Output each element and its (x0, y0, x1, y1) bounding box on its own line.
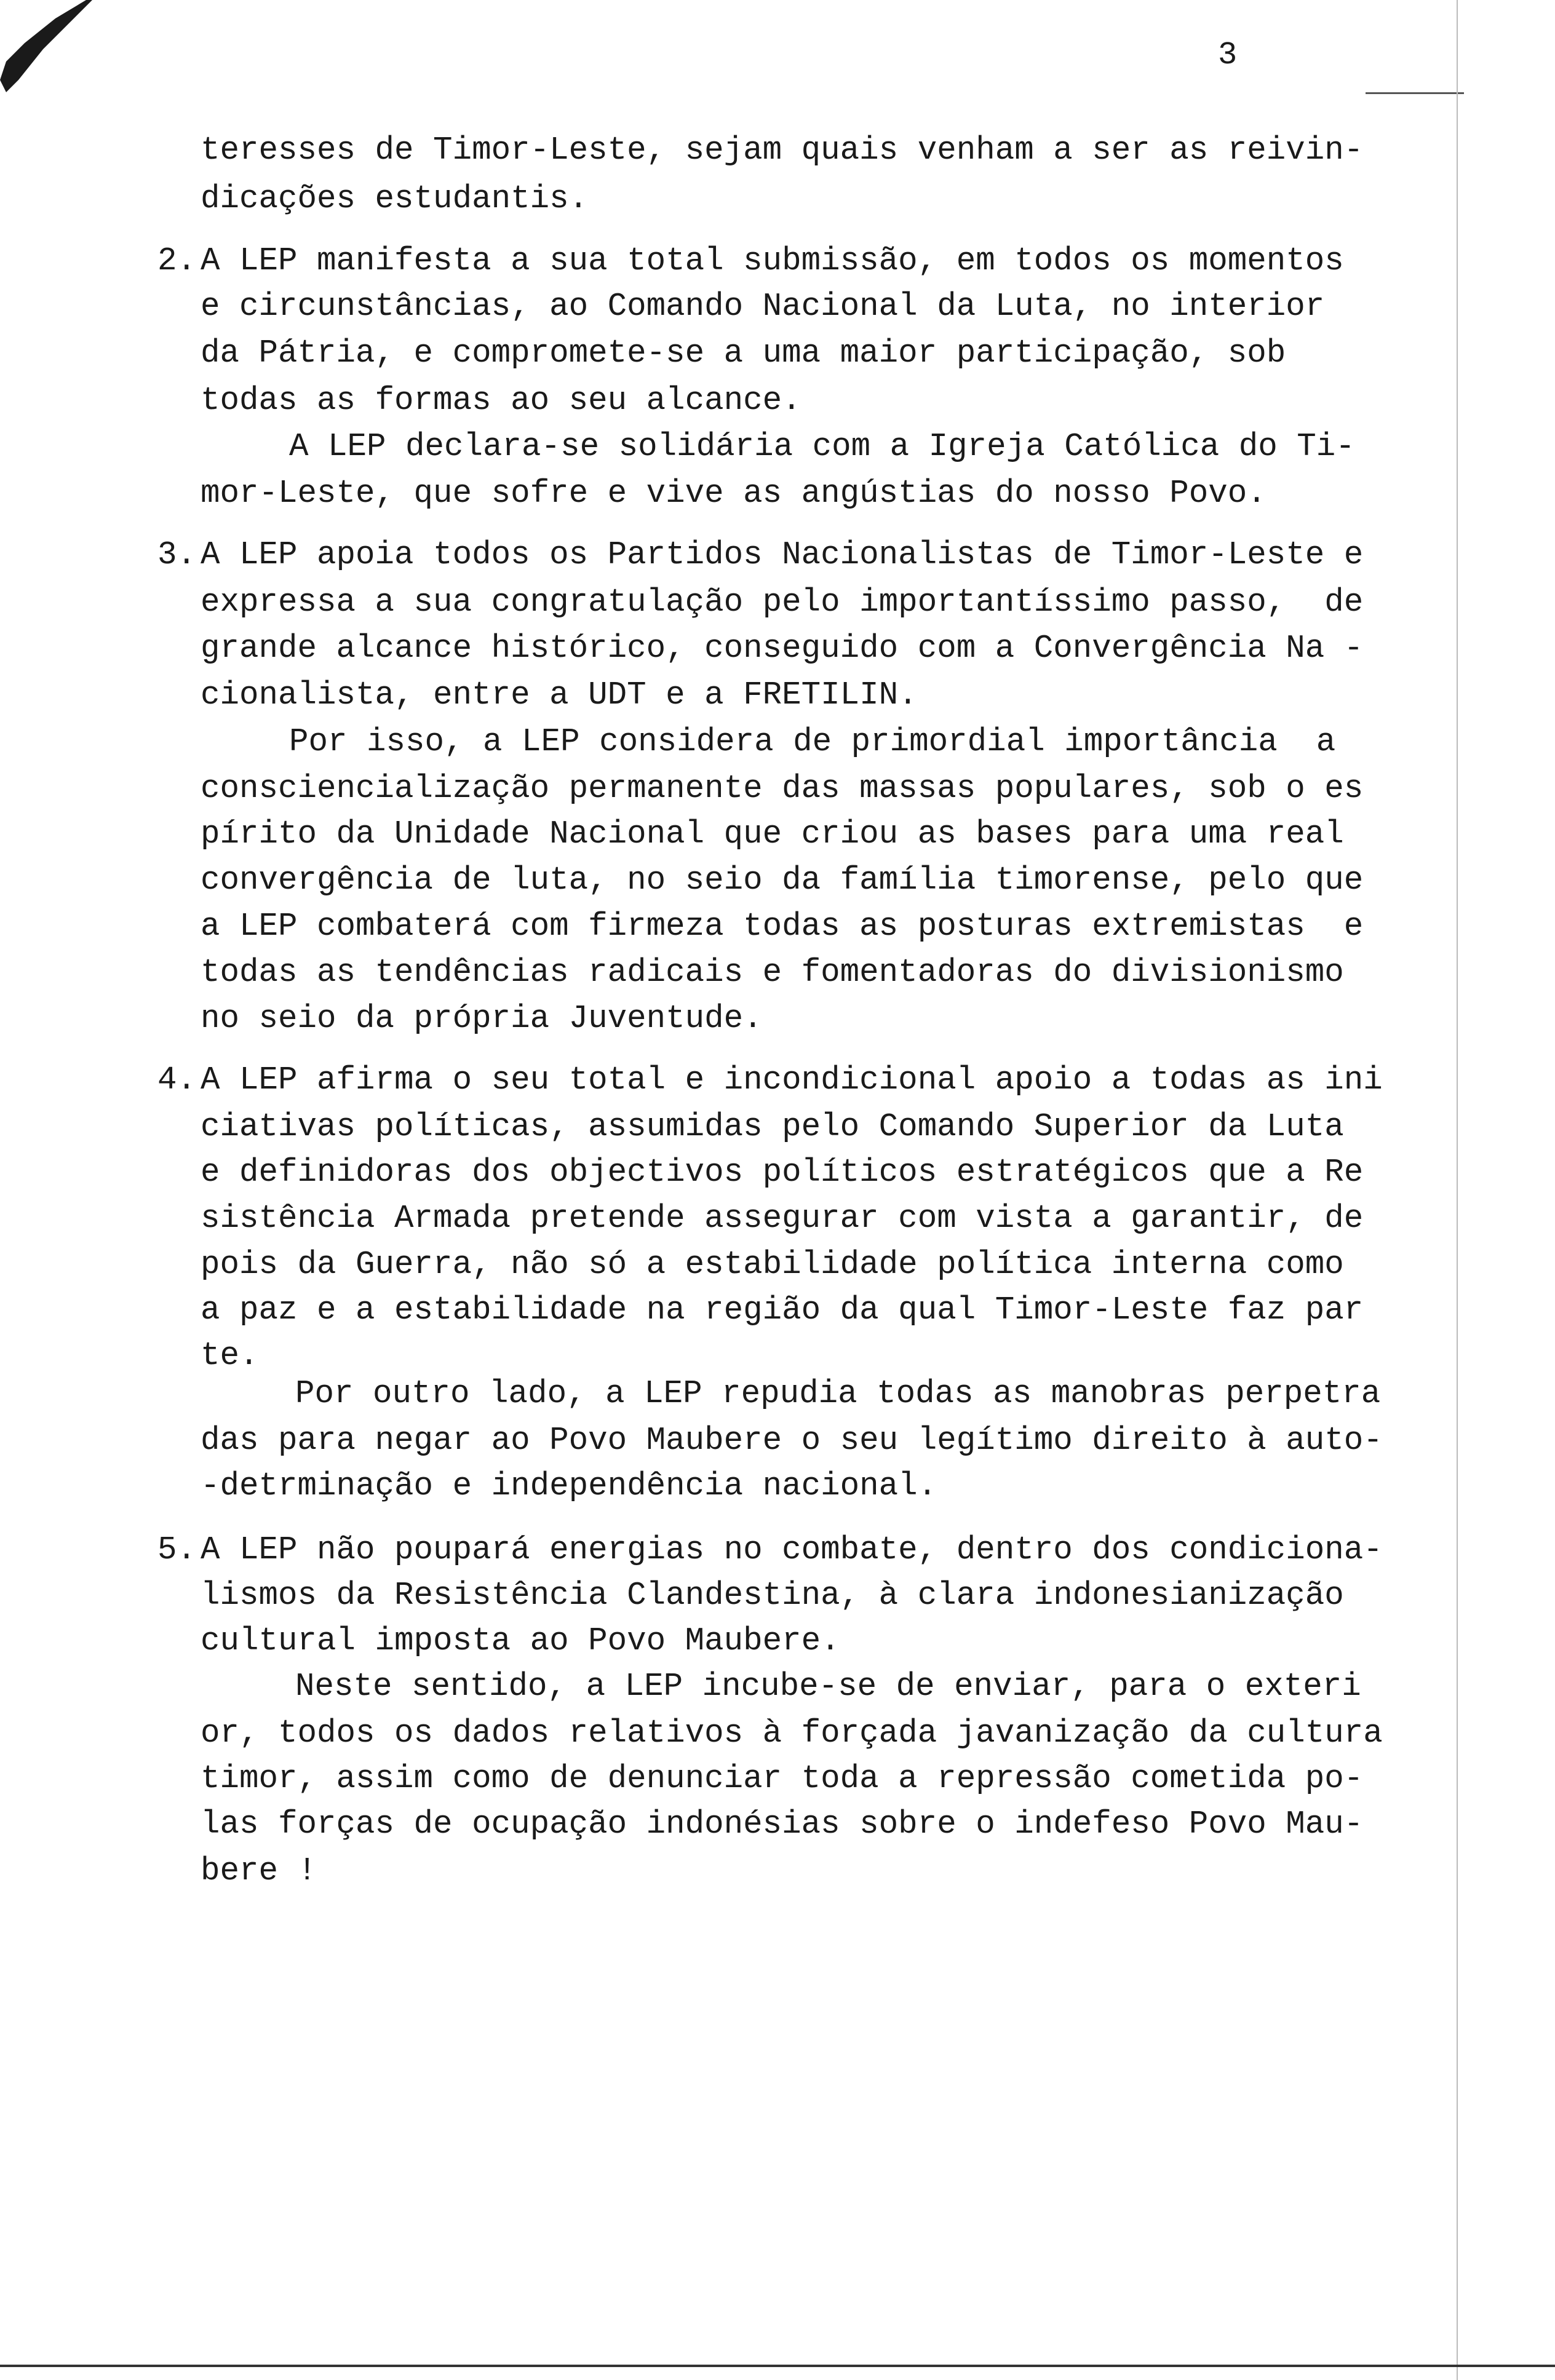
text-line: e definidoras dos objectivos políticos estratégicos que a Re (201, 1154, 1364, 1191)
text-line: a LEP combaterá com firmeza todas as posturas extremistas e (201, 908, 1364, 945)
text-line: dicações estudantis. (201, 180, 589, 217)
text-line: A LEP apoia todos os Partidos Nacionalistas de Timor-Leste e (201, 536, 1364, 573)
text-line: ciativas políticas, assumidas pelo Comando Superior da Luta (201, 1108, 1344, 1145)
text-line: no seio da própria Juventude. (201, 1000, 763, 1037)
text-line: timor, assim como de denunciar toda a repressão cometida po- (201, 1760, 1364, 1797)
text-line: A LEP manifesta a sua total submissão, em todos os momentos (201, 242, 1344, 279)
text-line: A LEP não poupará energias no combate, dentro dos condiciona- (201, 1531, 1383, 1568)
page-edge-line (1457, 0, 1458, 2380)
text-line: -detrminação e independência nacional. (201, 1467, 937, 1504)
text-line: teresses de Timor-Leste, sejam quais venham a ser as reivin- (201, 132, 1364, 169)
text-line: pois da Guerra, não só a estabilidade política interna como (201, 1246, 1344, 1283)
text-line: e circunstâncias, ao Comando Nacional da Luta, no interior (201, 288, 1325, 325)
text-line: convergência de luta, no seio da família timorense, pelo que (201, 862, 1364, 898)
text-line: bere ! (201, 1852, 317, 1889)
text-line: expressa a sua congratulação pelo importantíssimo passo, de (201, 584, 1364, 621)
text-line: mor-Leste, que sofre e vive as angústias do nosso Povo. (201, 475, 1267, 512)
text-line: das para negar ao Povo Maubere o seu legítimo direito à auto- (201, 1422, 1383, 1459)
item-number: 2. (157, 242, 197, 279)
text-line: todas as tendências radicais e fomentadoras do divisionismo (201, 954, 1344, 991)
text-line: A LEP afirma o seu total e incondicional apoio a todas as ini (201, 1061, 1383, 1098)
text-line: or, todos os dados relativos à forçada javanização da cultura (201, 1715, 1383, 1751)
text-line: Neste sentido, a LEP incube-se de enviar, para o exteri (295, 1668, 1361, 1705)
text-line: te. (201, 1337, 259, 1374)
page-number: 3 (1218, 37, 1238, 73)
text-line: da Pátria, e compromete-se a uma maior participação, sob (201, 335, 1286, 371)
text-line: todas as formas ao seu alcance. (201, 382, 801, 419)
item-number: 4. (157, 1061, 197, 1098)
item-number: 3. (157, 536, 197, 573)
text-line: sistência Armada pretende assegurar com vista a garantir, de (201, 1200, 1364, 1237)
text-line: pírito da Unidade Nacional que criou as bases para uma real (201, 815, 1344, 852)
text-line: cultural imposta ao Povo Maubere. (201, 1622, 840, 1659)
text-line: A LEP declara-se solidária com a Igreja Católica do Ti- (289, 428, 1355, 465)
text-line: cionalista, entre a UDT e a FRETILIN. (201, 676, 918, 713)
corner-scan-mark (0, 0, 123, 98)
text-line: grande alcance histórico, conseguido com a Convergência Na - (201, 630, 1364, 667)
header-rule (1366, 92, 1464, 94)
text-line: las forças de ocupação indonésias sobre o indefeso Povo Mau- (201, 1806, 1364, 1843)
text-line: lismos da Resistência Clandestina, à clara indonesianização (201, 1577, 1344, 1614)
text-line: consciencialização permanente das massas populares, sob o es (201, 770, 1364, 807)
bottom-edge-rule (0, 2365, 1555, 2367)
text-line: a paz e a estabilidade na região da qual Timor-Leste faz par (201, 1291, 1364, 1328)
text-line: Por isso, a LEP considera de primordial importância a (289, 723, 1336, 760)
item-number: 5. (157, 1531, 197, 1568)
text-line: Por outro lado, a LEP repudia todas as manobras perpetra (295, 1375, 1381, 1412)
